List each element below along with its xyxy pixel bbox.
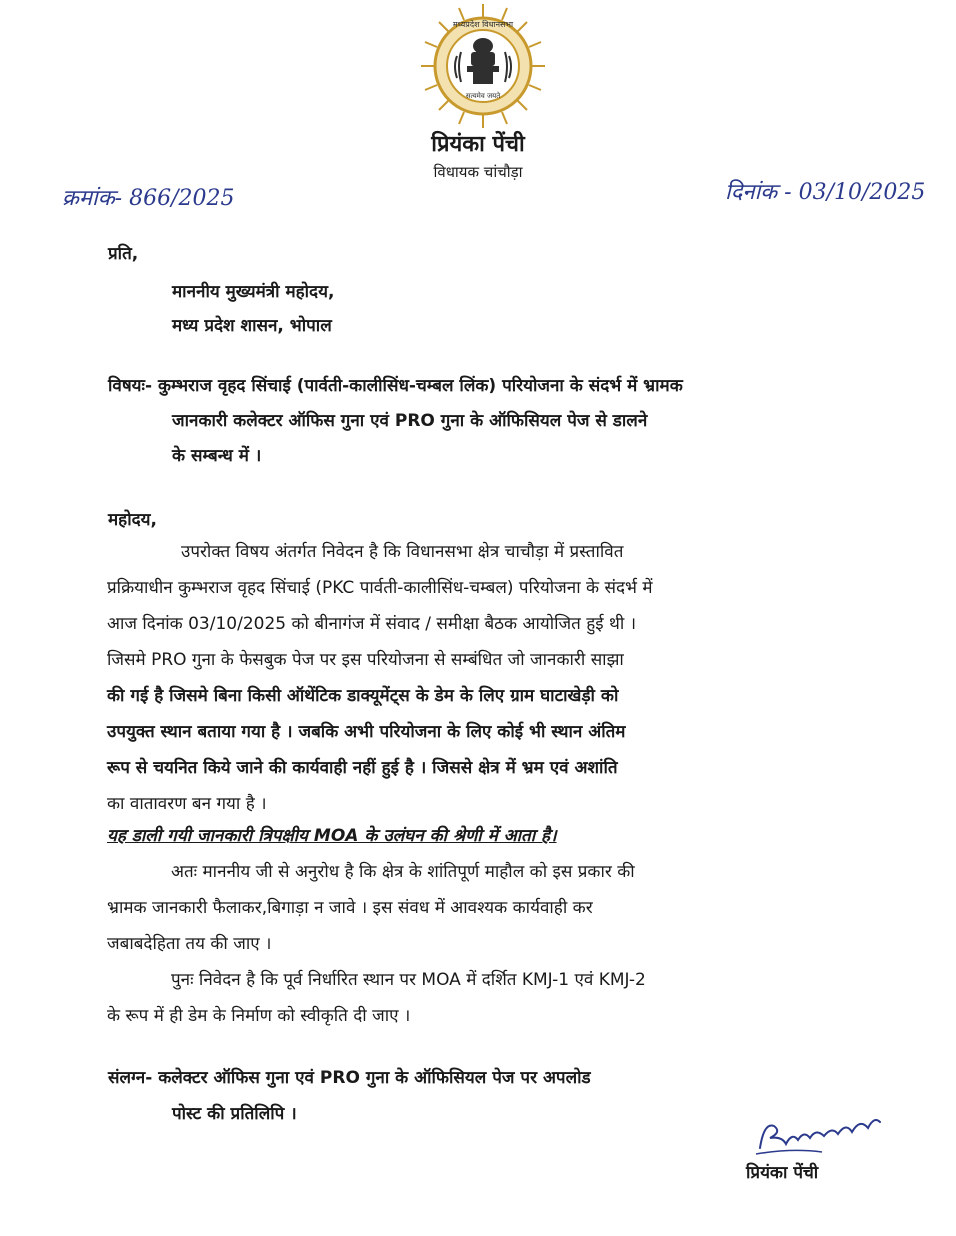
letterhead-designation: विधायक चांचौड़ा [433,163,523,181]
p1-line: उपरोक्त विषय अंतर्गत निवेदन है कि विधानसभा क्षेत्र चाचौड़ा में प्रस्तावित [181,542,624,562]
p3-line: के रूप में ही डेम के निर्माण को स्वीकृति दी जाए । [107,1006,411,1026]
subject-line-3: के सम्बन्ध में । [172,446,262,466]
handwritten-signature [752,1108,892,1160]
salutation: महोदय, [108,510,157,530]
enclosure-line-1: संलग्न- कलेक्टर ऑफिस गुना एवं PRO गुना के ऑफिसियल पेज पर अपलोड [108,1068,591,1088]
letter-date: दिनांक - 03/10/2025 [725,180,926,205]
p2-line: जबाबदेहिता तय की जाए । [107,934,272,954]
addressee-line-2: मध्य प्रदेश शासन, भोपाल [172,316,332,336]
p1-line: की गई है जिसमे बिना किसी ऑथेंटिक डाक्यूमेंट्स के डेम के लिए ग्राम घाटाखेड़ी को [107,686,619,706]
seal-motto: सत्यमेव जयते [465,92,501,100]
moa-violation-statement: यह डाली गयी जानकारी त्रिपक्षीय MOA के उलंघन की श्रेणी में आता है। [107,826,557,846]
paragraph-1 [107,534,847,822]
enclosure-line-2: पोस्ट की प्रतिलिपि । [172,1104,297,1124]
addressee-line-1: माननीय मुख्यमंत्री महोदय, [172,282,335,302]
paragraph-3 [107,962,847,1034]
p3-line: पुनः निवेदन है कि पूर्व निर्धारित स्थान पर MOA में दर्शित KMJ-1 एवं KMJ-2 [171,970,646,990]
p2-line: अतः माननीय जी से अनुरोध है कि क्षेत्र के शांतिपूर्ण माहौल को इस प्रकार की [171,862,635,882]
p1-line: उपयुक्त स्थान बताया गया है । जबकि अभी परियोजना के लिए कोई भी स्थान अंतिम [107,722,626,742]
letterhead-name: प्रियंका पेंची [431,132,525,157]
prati-label: प्रति, [108,244,139,264]
signatory-name: प्रियंका पेंची [746,1163,819,1183]
p1-line: जिसमे PRO गुना के फेसबुक पेज पर इस परियोजना से सम्बंधित जो जानकारी साझा [107,650,624,670]
seal-text: मध्यप्रदेश विधानसभा [452,20,514,29]
p1-line: रूप से चयनित किये जाने की कार्यवाही नहीं हुई है । जिससे क्षेत्र में भ्रम एवं अशांति [107,758,618,778]
paragraph-2 [107,854,847,962]
p2-line: भ्रामक जानकारी फैलाकर,बिगाड़ा न जावे । इस संवध में आवश्यक कार्यवाही कर [107,898,593,918]
subject-line-1: विषयः- कुम्भराज वृहद सिंचाई (पार्वती-कालीसिंध-चम्बल लिंक) परियोजना के संदर्भ में भ्रामक [108,376,683,396]
assembly-seal-emblem [413,2,553,130]
p1-line: आज दिनांक 03/10/2025 को बीनागंज में संवाद / समीक्षा बैठक आयोजित हुई थी । [107,614,637,634]
p1-line: प्रक्रियाधीन कुम्भराज वृहद सिंचाई (PKC पार्वती-कालीसिंध-चम्बल) परियोजना के संदर्भ में [107,578,653,598]
subject-line-2: जानकारी कलेक्टर ऑफिस गुना एवं PRO गुना के ऑफिसियल पेज से डालने [172,411,648,431]
p1-line: का वातावरण बन गया है । [107,794,267,814]
reference-number: क्रमांक- 866/2025 [62,186,235,211]
